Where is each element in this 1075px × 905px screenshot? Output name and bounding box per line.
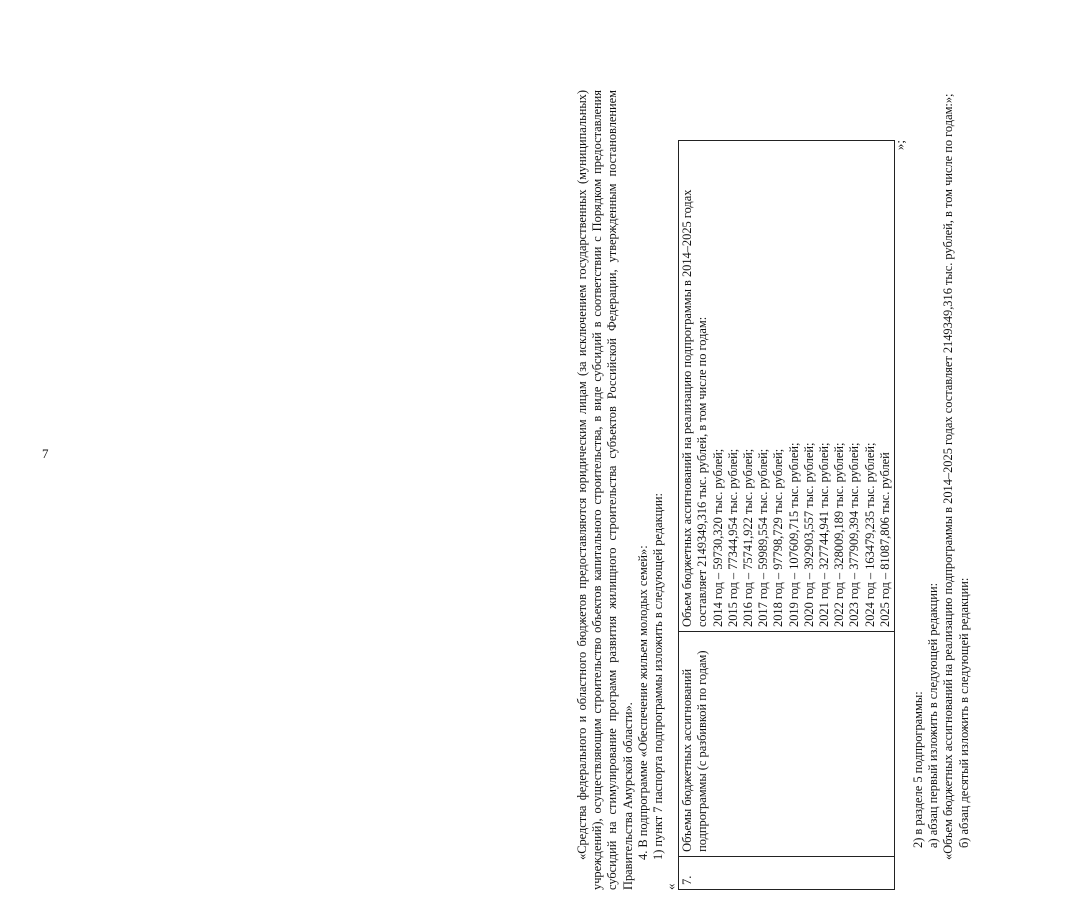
- item-4-1: 1) пункт 7 паспорта подпрограммы изложить в следующей редакции:: [651, 493, 666, 860]
- item-2: 2) в разделе 5 подпрограммы:: [911, 691, 926, 848]
- quote-row-close: [892, 140, 908, 890]
- page-number: 7: [42, 446, 49, 461]
- year-item: 2017 год – 59989,554 тыс. рублей;: [756, 448, 771, 627]
- table-row: [679, 141, 895, 890]
- year-item: 2019 год – 107609,715 тыс. рублей;: [786, 442, 801, 627]
- item-4: 4. В подпрограмме «Обеспечение жильем молодых семей»:: [635, 545, 650, 860]
- year-item: 2014 год – 59730,320 тыс. рублей;: [710, 448, 725, 627]
- year-item: 2023 год – 377909,394 тыс. рублей;: [847, 442, 862, 627]
- quote-row: [663, 140, 679, 890]
- funding-summary: Объем бюджетных ассигнований на реализацию подпрограммы в 2014–2025 годах составляет 2149349,316 тыс. рублей, в том числе по годам:: [680, 189, 710, 627]
- item-2a: а) абзац первый изложить в следующей редакции:: [926, 582, 941, 848]
- quote-open: «: [663, 883, 679, 890]
- year-item: 2022 год – 328009,189 тыс. рублей;: [832, 442, 847, 627]
- year-item: 2025 год – 81087,806 тыс. рублей: [877, 452, 892, 627]
- row-label: Объемы бюджетных ассигнований подпрограммы (с разбивкой по годам): [679, 631, 895, 856]
- item-2b: б) абзац десятый изложить в следующей редакции:: [956, 577, 971, 848]
- intro-paragraph: «Средства федерального и областного бюджетов предоставляются юридическим лицам (за исключением государственных (муниципальных) учреждений), осуществляющим строительство объектов капитального строительства, в виде субсидий в соответствии с Порядком предоставления субсидий на стимулирование программ развития жилищного строительства субъектов Российской Федерации, утвержденным постановлением Правительства Амурской области».: [575, 90, 635, 890]
- year-item: 2016 год – 75741,922 тыс. рублей;: [741, 448, 756, 627]
- passport-table: [678, 140, 895, 890]
- year-item: 2021 год – 327744,941 тыс. рублей;: [817, 442, 832, 627]
- quote-close: »;: [892, 140, 908, 151]
- row-content: [679, 141, 895, 632]
- year-item: 2020 год – 392903,557 тыс. рублей;: [801, 442, 816, 627]
- page-body: [575, 90, 1075, 890]
- year-item: 2018 год – 97798,729 тыс. рублей;: [771, 448, 786, 627]
- item-2a-text: «Объем бюджетных ассигнований на реализацию подпрограммы в 2014–2025 годах составляет 2149349,316 тыс. рублей, в том числе по годам:»;: [941, 93, 956, 860]
- row-number: 7.: [679, 856, 895, 889]
- year-item: 2015 год – 77344,954 тыс. рублей;: [725, 448, 740, 627]
- year-item: 2024 год – 163479,235 тыс. рублей;: [862, 442, 877, 627]
